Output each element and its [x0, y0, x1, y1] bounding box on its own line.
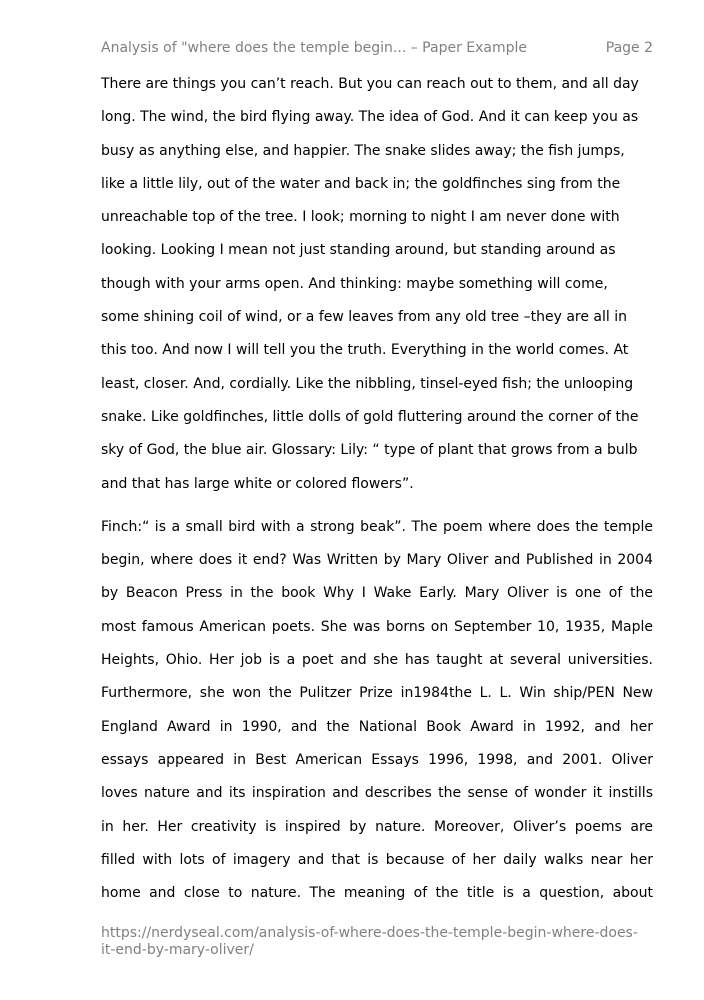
source-url-line-1[interactable]: https://nerdyseal.com/analysis-of-where-does-the-temple-begin-where-does- [101, 925, 638, 941]
text-line: There are things you can’t reach. But you can reach out to them, and all day [101, 76, 639, 92]
paragraph-1 [101, 73, 653, 506]
paragraph-2 [101, 516, 653, 916]
paragraph-spacer [101, 506, 653, 516]
text-line: home and close to nature. The meaning of the title is a question, about [101, 885, 653, 902]
text-line: most famous American poets. She was borns on September 10, 1935, Maple [101, 618, 653, 635]
text-line: though with your arms open. And thinking: maybe something will come, [101, 275, 608, 292]
text-line: in her. Her creativity is inspired by nature. Moreover, Oliver’s poems are [101, 818, 653, 835]
text-line: least, closer. And, cordially. Like the nibbling, tinsel-eyed fish; the unlooping [101, 375, 634, 392]
text-line: loves nature and its inspiration and describes the sense of wonder it instills [101, 785, 653, 802]
page-header [101, 40, 653, 60]
text-line: some shining coil of wind, or a few leaves from any old tree –they are all in [101, 309, 627, 326]
text-line: this too. And now I will tell you the truth. Everything in the world comes. At [101, 342, 629, 359]
text-line: Heights, Ohio. Her job is a poet and she has taught at several universities. [101, 652, 653, 669]
text-line: essays appeared in Best American Essays 1996, 1998, and 2001. Oliver [101, 751, 653, 768]
text-line: snake. Like goldfinches, little dolls of gold fluttering around the corner of the [101, 408, 639, 425]
text-line: Furthermore, she won the Pulitzer Prize in1984the L. L. Win ship/PEN New [101, 685, 653, 702]
source-url-line-2[interactable]: it-end-by-mary-oliver/ [101, 942, 254, 958]
text-line: by Beacon Press in the book Why I Wake Early. Mary Oliver is one of the [101, 585, 653, 602]
text-line: unreachable top of the tree. I look; morning to night I am never done with [101, 209, 620, 226]
text-line: begin, where does it end? Was Written by Mary Oliver and Published in 2004 [101, 552, 653, 569]
page-footer [101, 925, 661, 959]
text-line: long. The wind, the bird flying away. The idea of God. And it can keep you as [101, 109, 639, 126]
document-body [101, 73, 653, 915]
text-line: looking. Looking I mean not just standing around, but standing around as [101, 242, 616, 259]
text-line: like a little lily, out of the water and back in; the goldfinches sing from the [101, 175, 621, 192]
text-line: sky of God, the blue air. Glossary: Lily: “ type of plant that grows from a bulb [101, 442, 638, 459]
text-line: filled with lots of imagery and that is because of her daily walks near her [101, 851, 653, 868]
text-line: busy as anything else, and happier. The snake slides away; the fish jumps, [101, 142, 625, 159]
text-line: England Award in 1990, and the National Book Award in 1992, and her [101, 718, 653, 735]
page-number: Page 2 [605, 40, 653, 56]
text-line: Finch:“ is a small bird with a strong beak”. The poem where does the temple [101, 518, 653, 535]
header-title: Analysis of "where does the temple begin... – Paper Example [101, 40, 528, 56]
text-line: and that has large white or colored flowers”. [101, 475, 414, 492]
